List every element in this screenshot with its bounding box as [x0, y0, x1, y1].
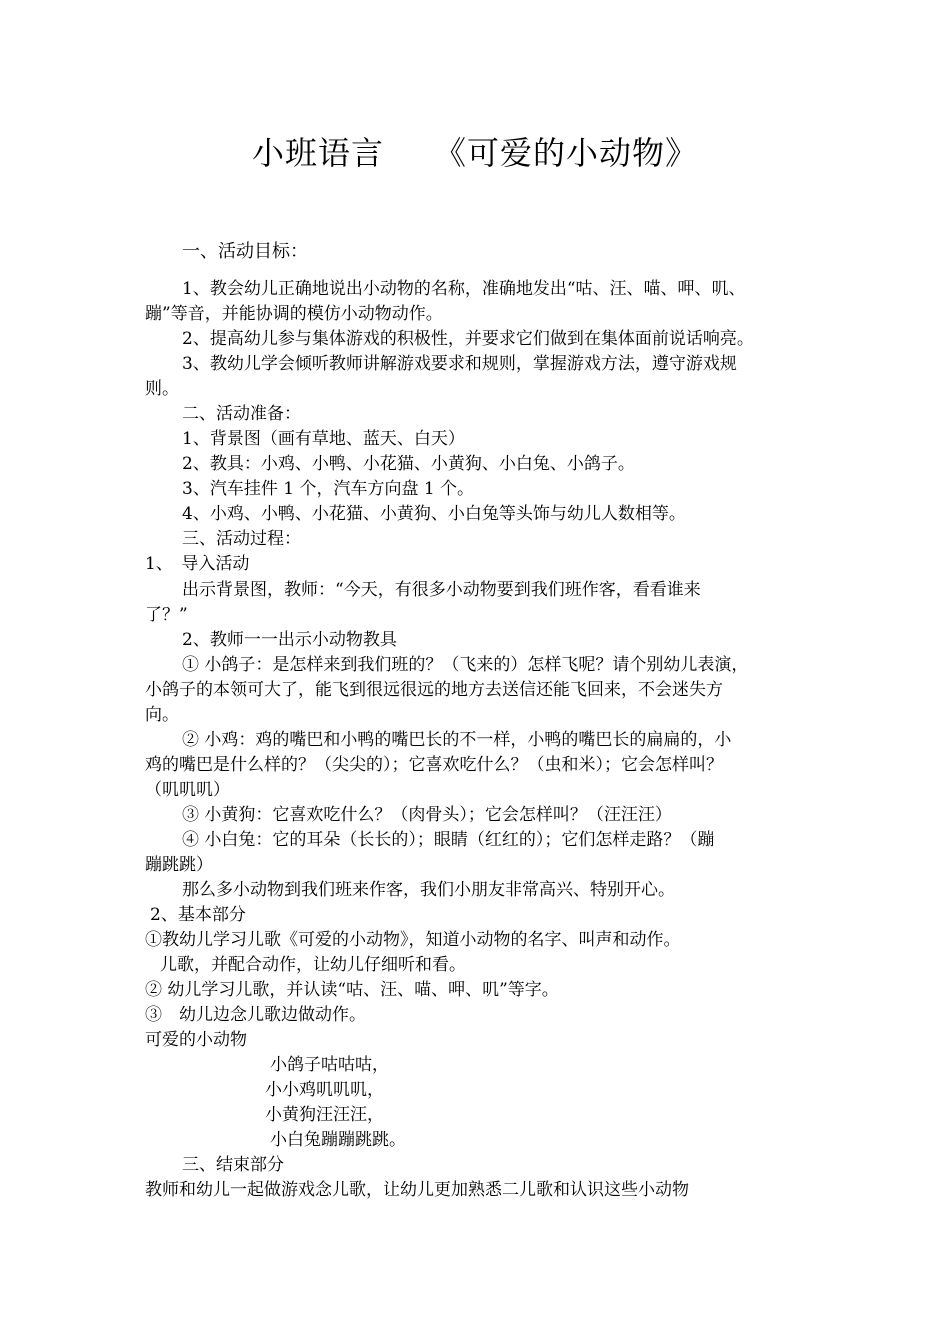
ending-text: 教师和幼儿一起做游戏念儿歌，让幼儿更加熟悉二儿歌和认识这些小动物: [145, 1180, 689, 1200]
goals-heading: 一、活动目标：: [182, 241, 308, 262]
basic-item-1: ①教幼儿学习儿歌《可爱的小动物》，知道小动物的名字、叫声和动作。: [145, 930, 681, 950]
prep-item-3: 3、汽车挂件 1 个，汽车方向盘 1 个。: [182, 479, 475, 499]
prep-heading: 二、活动准备：: [182, 404, 301, 424]
prep-item-2: 2、教具：小鸡、小鸭、小花猫、小黄狗、小白兔、小鸽子。: [182, 454, 635, 474]
document-title: 小班语言 《可爱的小动物》: [251, 134, 698, 172]
chick-line-3: （叽叽叽）: [145, 780, 230, 800]
poem-line-1: 小鸽子咕咕咕，: [270, 1055, 389, 1075]
prep-item-4: 4、小鸡、小鸭、小花猫、小黄狗、小白兔等头饰与幼儿人数相等。: [182, 504, 686, 524]
basic-heading: 2、基本部分: [150, 905, 246, 925]
process-heading: 三、活动过程：: [182, 529, 301, 549]
pigeon-line-3: 向。: [145, 705, 179, 725]
happy-line: 那么多小动物到我们班来作客，我们小朋友非常高兴、特别开心。: [182, 880, 675, 900]
poem-line-4: 小白兔蹦蹦跳跳。: [270, 1130, 406, 1150]
basic-item-3: ③ 幼儿边念儿歌边做动作。: [145, 1005, 366, 1025]
ending-heading: 三、结束部分: [182, 1155, 284, 1175]
basic-item-2: ② 幼儿学习儿歌，并认读“咕、汪、喵、呷、叽”等字。: [145, 980, 559, 1000]
pigeon-line-1: ① 小鸽子：是怎样来到我们班的？（飞来的）怎样飞呢？请个别幼儿表演，: [182, 655, 749, 675]
dog-line: ③ 小黄狗：它喜欢吃什么？（肉骨头）；它会怎样叫？（汪汪汪）: [182, 805, 672, 825]
rabbit-line-1: ④ 小白兔：它的耳朵（长长的）；眼睛（红红的）；它们怎样走路？（蹦: [182, 830, 715, 850]
pigeon-line-2: 小鸽子的本领可大了，能飞到很远很远的地方去送信还能飞回来，不会迷失方: [145, 680, 723, 700]
goal-3-line-2: 则。: [145, 379, 179, 399]
prep-item-1: 1、背景图（画有草地、蓝天、白天）: [182, 429, 465, 449]
intro-line-1: 出示背景图，教师：“今天，有很多小动物要到我们班作客，看看谁来: [182, 580, 701, 600]
goal-2: 2、提高幼儿参与集体游戏的积极性，并要求它们做到在集体面前说话响亮。: [182, 329, 754, 349]
intro-heading: 1、 导入活动: [145, 554, 250, 574]
poem-title: 可爱的小动物: [145, 1030, 247, 1050]
chick-line-1: ② 小鸡：鸡的嘴巴和小鸭的嘴巴长的不一样，小鸭的嘴巴长的扁扁的，小: [182, 730, 732, 750]
goal-1-line-1: 1、教会幼儿正确地说出小动物的名称，准确地发出“咕、汪、喵、呷、叽、: [182, 279, 746, 299]
intro-line-2: 了？”: [145, 605, 188, 625]
rabbit-line-2: 蹦跳跳）: [145, 855, 213, 875]
show-heading: 2、教师一一出示小动物教具: [182, 630, 397, 650]
poem-line-2: 小小鸡叽叽叽，: [265, 1080, 384, 1100]
chick-line-2: 鸡的嘴巴是什么样的？（尖尖的）；它喜欢吃什么？（虫和米）；它会怎样叫？: [145, 755, 723, 775]
poem-line-3: 小黄狗汪汪汪，: [265, 1105, 384, 1125]
goal-1-line-2: 蹦”等音，并能协调的模仿小动物动作。: [145, 304, 443, 324]
basic-item-1b: 儿歌，并配合动作，让幼儿仔细听和看。: [160, 955, 466, 975]
goal-3-line-1: 3、教幼儿学会倾听教师讲解游戏要求和规则，掌握游戏方法，遵守游戏规: [182, 354, 737, 374]
